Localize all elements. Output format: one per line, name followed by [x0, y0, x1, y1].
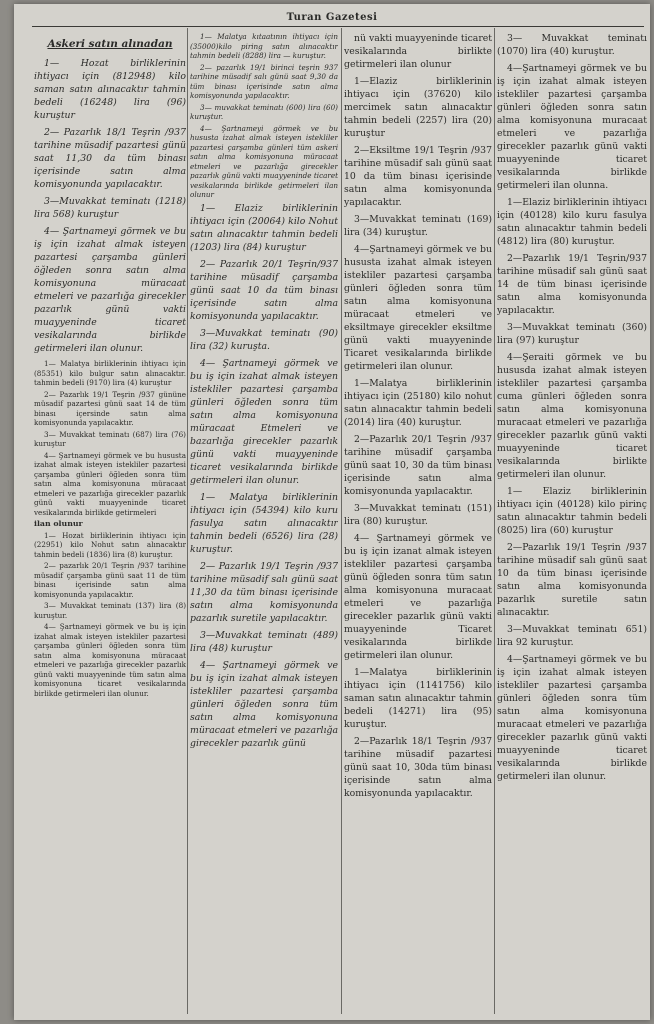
notice-paragraph: 3—Muvakkat teminatı (169) lira (34) kuruştur. — [344, 214, 492, 238]
notice-paragraph: 3— Muvakkat teminatı (1070) lira (40) kuruştur. — [497, 33, 647, 57]
notice-paragraph: 2— Pazarlık 20/1 Teşrin/937 tarihine müsadif çarşamba günü saat 10 da tüm binası içerisinde satın alma komisyonunda yapılacaktır. — [190, 258, 338, 322]
notice-paragraph: 1— Hozat birliklerinin ihtiyacı için (22951) kilo Nohut satın alınacaktır tahmin bedeli (1836) lira (8) kuruştur. — [34, 530, 186, 559]
notice-paragraph: 3—Muvakkat teminatı (1218) lira 568) kuruştur — [34, 196, 186, 220]
notice-paragraph: 2— pazarlık 19/1 birinci teşrin 937 tarihine müsadif salı günü saat 9,30 da tüm binası içerisinde satın alma komisyonunda yapılacaktır. — [190, 62, 338, 100]
notice-paragraph: 3—Muvakkat teminatı (360) lira (97) kuruştur — [497, 322, 647, 346]
notice-paragraph: 1— Malatya birliklerinin ihtiyacı için (54394) kilo kuru fasulya satın alınacaktır tahmin bedeli (6526) lira (28) kuruştur. — [190, 491, 338, 555]
notice-paragraph: 3—Muvakkat teminatı (151) lira (80) kuruştur. — [344, 503, 492, 527]
notice-paragraph: 1— Elaziz birliklerinin ihtiyacı için (20064) kilo Nohut satın alınacaktır tahmin bedeli (1203) lira (84) kuruştur — [190, 202, 338, 253]
notice-label: ilan olunur — [34, 519, 83, 528]
column-divider — [187, 28, 188, 1014]
column-divider — [494, 28, 495, 1014]
column-2 — [190, 32, 338, 1014]
column-1 — [34, 32, 186, 1014]
notice-paragraph: 3— Muvakkat teminatı (137) lira (8) kuruştur. — [34, 601, 186, 620]
notice-paragraph: 4—Şartnameyi görmek ve bu iş için izahat almak isteyen istekliler pazartesi çarşamba günleri öğleden sonra tüm satın alma komisyonuna muracaat etmeleri ve pazarlığa girecekler pazarlık günü vakti muayyeninde ticaret vesikalarında birlikde getirmeleri ilan olunur. — [497, 654, 647, 782]
column-3 — [344, 32, 492, 1014]
notice-paragraph: 1— Malatya birliklerinin ihtiyacı için (85351) kilo bulgur satın alınacaktır. tahmin bedeli (9170) lira (4) kuruştur — [34, 359, 186, 387]
notice-paragraph: 4— Şartnameyi görmek ve bu iş için izahat almak isteyen istekliler pazartesi çarşamba günleri öğleden sonra tüm satın alma komisyonuna müracaat Etmeleri ve bazarlığa girecekler pazarlık günü vakti muayyeninde ticaret vesikalarında birlikde getirmeleri ilan olunur. — [190, 357, 338, 486]
notice-paragraph: 1—Malatya birliklerinin ihtiyacı için (25180) kilo nohut satın alınacaktır tahmin bedeli (2014) lira (40) kuruştur. — [344, 378, 492, 428]
small-notice-block — [34, 359, 186, 698]
newspaper-title: Turan Gazetesi — [286, 12, 378, 23]
notice-paragraph: 2—Eksiltme 19/1 Teşrin /937 tarihine müsadif salı günü saat 10 da tüm binası içerisinde satın alma komisyonunda yapılacaktır. — [344, 145, 492, 208]
notice-paragraph: 1—Malatya birliklerinin ihtiyacı için (1141756) kilo saman satın alınacaktır tahmin bedeli (14271) lira (95) kuruştur. — [344, 667, 492, 730]
notice-paragraph: 2—Pazarlık 20/1 Teşrin /937 tarihine müsadif çarşamba günü saat 10, 30 da tüm binası içerisinde satın alma komisyonunda yapılacaktır. — [344, 434, 492, 497]
notice-paragraph: 1—Elaziz birliklerinin ihtiyacı için (37620) kilo mercimek satın alınacaktır tahmin bedeli (2257) lira (20) kuruştur — [344, 76, 492, 139]
notice-paragraph: 2— Pazarlık 19/1 Teşrin /937 gününe müsadif pazartesi günü saat 14 de tüm binası içersinde satın alma komisyonunda yapılacaktır. — [34, 389, 186, 427]
notice-paragraph: 2— pazarlık 20/1 Teşrin /937 tarihine müsadif çarşamba günü saat 11 de tüm binası içerisinde satın alma komisyonunda yapılacaktır. — [34, 561, 186, 599]
notice-paragraph: 2—Pazarlık 18/1 Teşrin /937 tarihine müsadif pazartesi günü saat 10, 30da tüm binası içerisinde satın alma komisyonunda yapılacaktır. — [344, 736, 492, 799]
notice-paragraph: 4—Şartnameyi görmek ve bu iş için izahat almak isteyen istekliler pazartesi çarşamba günleri öğleden sonra satın alma komisyonuna muracaat etmeleri ve pazarlığa girecekler pazarlık günü vakti muayyeninde ticaret vesikalarında birlikde getirmeleri ilan olunna. — [497, 63, 647, 191]
notice-paragraph: 3—Muvakkat teminatı (90) lira (32) kuruşta. — [190, 327, 338, 352]
notice-paragraph: 4— Şartnameyi görmek ve bu iş için izahat almak isteyen istekliler pazartesi çarşamba günleri öğleden sonra tüm satın alma komisyonuna müracaat etmeleri ve pazarlığa girecekler pazarlık günü vakti muayyeninde tüm satın alma komisyonuna ticaret vesikalarında birlikde getirmeleri ilan olunur. — [34, 622, 186, 698]
newspaper-page — [14, 4, 650, 1020]
notice-paragraph: nü vakti muayyeninde ticaret vesikalarında birlikte getirmeleri ilan olunur — [344, 33, 492, 70]
notice-paragraph: 4— Şartnameyi görmek ve bu iş için izanat almak isteyen istekliler pazartesi çarşamba günü öğleden sonra tüm satın alma komisyonuna muracaat etmeleri ve pazarlığa girecekler pazarlık günü vakti muayyeninde Ticaret vesikalarında birlikde getirmeleri ilan olunur. — [344, 533, 492, 661]
notice-paragraph: 3— muvakkat teminatı (600) lira (60) kuruştur. — [190, 102, 338, 121]
notice-paragraph: 2—Pazarlık 19/1 Teşrin /937 tarihine müsadif salı günü saat 10 da tüm binası içerisinde satın alma komisyonunda pazarlık suretile satın alınacaktır. — [497, 542, 647, 618]
notice-paragraph: 1— Hozat birliklerinin ihtiyacı için (812948) kilo saman satın alınacaktır tahmin bedeli (16248) lira (96) kuruştur — [34, 58, 186, 121]
notice-paragraph: 3—Muvakkat teminatı 651) lira 92 kuruştur. — [497, 624, 647, 648]
notice-paragraph: 4— Şartnameyi görmek ve bu iş için izahat almak isteyen pazartesi çarşamba günleri öğleden sonra satın alma komisyonuna müracaat etmeleri ve pazarlığa girecekler pazarlık günü vakti muayyeninde ticaret vesikalarında birlikde getirmeleri ilan olunur. — [34, 226, 186, 354]
notice-paragraph: 4—Şeraiti görmek ve bu hususda izahat almak isteyen istekliler pazartesi çarşamba cuma günleri öğleden sonra satın alma komisyonuna muracaat etmeleri ve pazarlığa girecekler pazarlık günü vakti muayyeninde ticaret vesikalarında birlikte getirmeleri ilan olunur. — [497, 352, 647, 480]
section-heading: Askeri satın alınadan — [47, 38, 173, 50]
notice-paragraph: 2—Pazarlık 19/1 Teşrin/937 tarihine müsadif salı günü saat 14 de tüm binası içerisinde satın alma komisyonunda yapılacaktır. — [497, 253, 647, 316]
small-notice-block — [190, 32, 338, 200]
notice-paragraph: 2— Pazarlık 18/1 Teşrin /937 tarihine müsadif pazartesi günü saat 11,30 da tüm binası içerisinde satın alma komisyonunda yapılacaktır. — [34, 127, 186, 190]
notice-paragraph: 4— Şartnameyi görmek ve bu hususta izahat almak isteyen istekliler pazartesi çarşamba günleri tüm askeri satın alma komisyonuna müracaat etmeleri ve pazarlığa girecekler pazarlık günü vakti muayyeninde ticaret vesikalarında birlikde getirmeleri ilan olunur — [190, 123, 338, 199]
notice-paragraph: 4— Şartnameyi görmek ve bu hususta izahat almak isteyen istekliler pazartesi çarşamba günleri öğleden sonra tüm satın alma komisyonuna müracaat etmeleri ve pazarlığa girecekler pazarlık günü vakti muayyeninde ticaret vesikalarında birlikde getirmeleri — [34, 450, 186, 517]
header-rule — [32, 26, 644, 27]
column-divider — [341, 28, 342, 1014]
notice-paragraph: 1— Elaziz birliklerinin ihtiyacı için (40128) kilo pirinç satın alınacaktır tahmin bedeli (8025) lira (60) kuruştur — [497, 486, 647, 536]
column-4 — [497, 32, 647, 1014]
notice-paragraph: 1— Malatya kıtaatının ihtiyacı için (35000)kilo piring satın alınacaktır tahmin bedeli (8288) lira — kuruştur. — [190, 32, 338, 60]
notice-paragraph: 2— Pazarlık 19/1 Teşrin /937 tarihine müsadif salı günü saat 11,30 da tüm binası içerisinde satın alma komisyonunda pazarlık suretile yapılacaktır. — [190, 560, 338, 624]
notice-paragraph: 4— Şartnameyi görmek ve bu iş için izahat almak isteyen istekliler pazartesi çarşamba günleri öğleden sonra tüm satın alma komisyonuna müracaat etmeleri ve pazarlığa girecekler pazarlık günü — [190, 659, 338, 749]
notice-paragraph: 3— Muvakkat teminatı (687) lira (76) kuruştur — [34, 429, 186, 448]
notice-paragraph: 3—Muvakkat teminatı (489) lira (48) kuruştur — [190, 629, 338, 654]
notice-paragraph: 4—Şartnameyi görmek ve bu hususta izahat almak isteyen istekliler pazartesi çarşamba günleri öğleden sonra tüm satın alma komisyonuna müracaat etmeleri ve eksiltmaye girecekler eksiltme günü vakti muayyeninde Ticaret vesikalarında birlikde getirmeleri ilan olunur. — [344, 244, 492, 372]
notice-paragraph: 1—Elaziz birliklerinin ihtiyacı için (40128) kilo kuru fasulya satın alınacaktır tahmin bedeli (4812) lira (80) kuruştur. — [497, 197, 647, 247]
